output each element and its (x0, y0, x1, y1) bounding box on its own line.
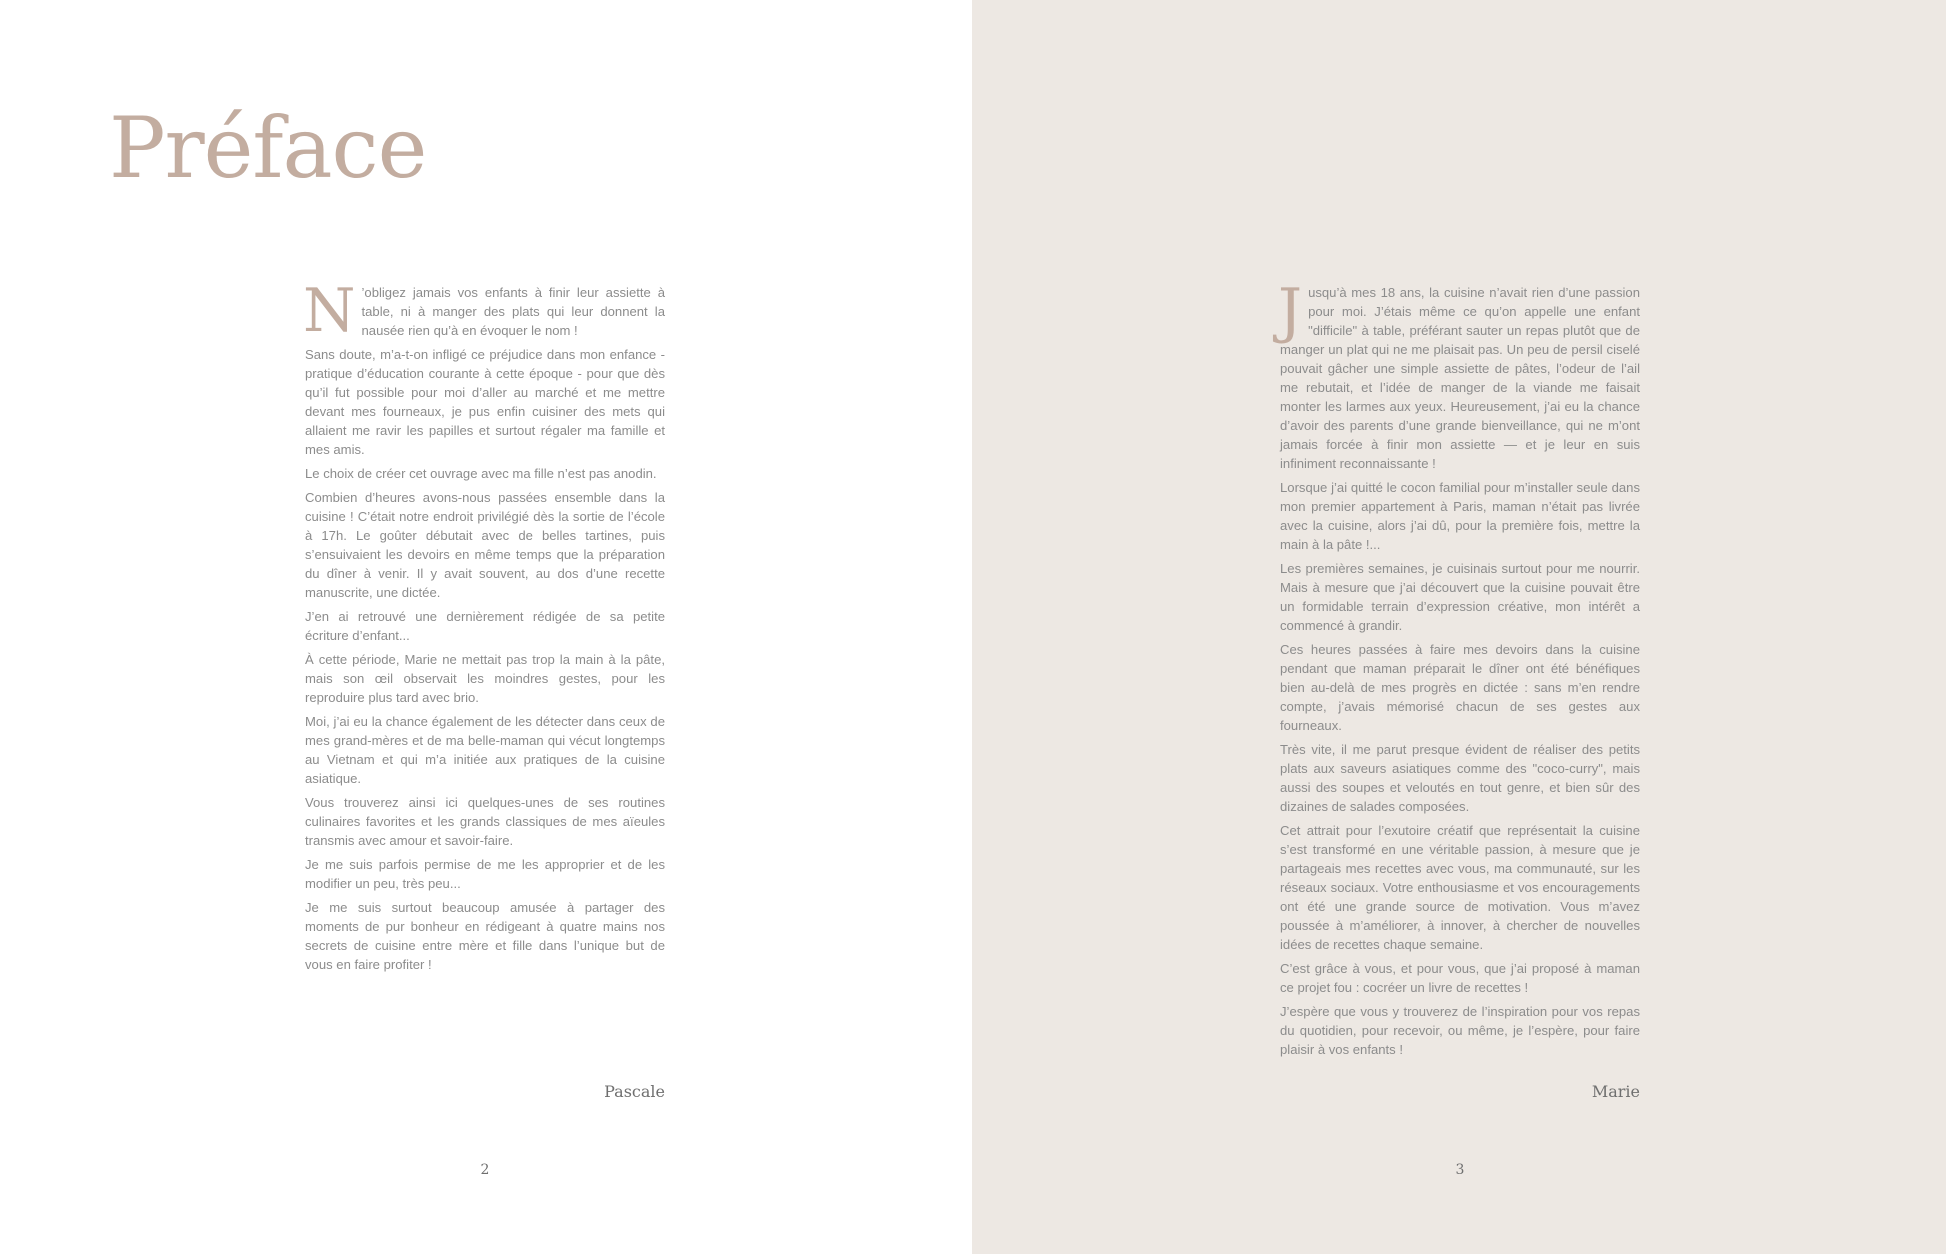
left-page (0, 0, 972, 1254)
left-paragraph: Sans doute, m’a-t-on infligé ce préjudice dans mon enfance - pratique d’éducation courante à cette époque - pour que dès qu’il fut possible pour moi d’aller au marché et me mettre devant mes fourneaux, je pus enfin cuisiner des mets qui allaient me ravir les papilles et surtout régaler ma famille et mes amis. (305, 347, 665, 457)
drop-cap: N (303, 276, 356, 346)
left-paragraph: J’en ai retrouvé une dernièrement rédigée de sa petite écriture d’enfant... (305, 609, 665, 643)
right-paragraph: C’est grâce à vous, et pour vous, que j’ai proposé à maman ce projet fou : cocréer un livre de recettes ! (1280, 961, 1640, 995)
left-paragraph: Je me suis parfois permise de me les approprier et de les modifier un peu, très peu... (305, 857, 665, 891)
page-number-right: 3 (1455, 1162, 1465, 1178)
right-paragraph: J’espère que vous y trouverez de l’inspiration pour vos repas du quotidien, pour recevoir, ou même, je l’espère, pour faire plaisir à vos enfants ! (1280, 1004, 1640, 1057)
signature-pascale: Pascale (604, 1082, 665, 1101)
right-paragraph: Les premières semaines, je cuisinais surtout pour me nourrir. Mais à mesure que j’ai découvert que la cuisine pouvait être un formidable terrain d’expression créative, mon intérêt a commencé à grandir. (1280, 561, 1640, 633)
left-paragraph: Je me suis surtout beaucoup amusée à partager des moments de pur bonheur en rédigeant à quatre mains nos secrets de cuisine entre mère et fille dans l’unique but de vous en faire profiter ! (305, 900, 665, 972)
page-number-left: 2 (480, 1162, 490, 1178)
right-text-column (1278, 276, 1640, 1064)
left-paragraph: À cette période, Marie ne mettait pas trop la main à la pâte, mais son œil observait les moindres gestes, pour les reproduire plus tard avec brio. (305, 652, 665, 705)
right-paragraph-text: usqu’à mes 18 ans, la cuisine n’avait rien d’une passion pour moi. J’étais même ce qu’on appelle une enfant "difficile" à table, préférant sauter un repas plutôt que de manger un plat qui ne me plaisait pas. Un peu de persil ciselé pouvait gâcher une simple assiette de pâtes, l’odeur de l’ail me rebutait, et l’idée de manger de la viande me faisait monter les larmes aux yeux. Heureusement, j’ai eu la chance d’avoir des parents d’une grande bienveillance, qui ne m’ont jamais forcée à finir mon assiette — et je leur en suis infiniment reconnaissante ! (1280, 285, 1640, 471)
left-paragraph (303, 276, 665, 346)
left-paragraph: Vous trouverez ainsi ici quelques-unes de ses routines culinaires favorites et les grands classiques de mes aïeules transmis avec amour et savoir-faire. (305, 795, 665, 848)
left-text-column (303, 276, 665, 979)
signature-marie: Marie (1591, 1082, 1640, 1101)
left-paragraph: Moi, j’ai eu la chance également de les détecter dans ceux de mes grand-mères et de ma belle-maman qui vécut longtemps au Vietnam et qui m’a initiée aux pratiques de la cuisine asiatique. (305, 714, 665, 786)
right-paragraph: Lorsque j’ai quitté le cocon familial pour m’installer seule dans mon premier appartement à Paris, maman n’était pas livrée avec la cuisine, alors j’ai dû, pour la première fois, mettre la main à la pâte !... (1280, 480, 1640, 552)
drop-cap: J (1278, 276, 1303, 346)
left-paragraph-text: ’obligez jamais vos enfants à finir leur assiette à table, ni à manger des plats qui leur donnent la nausée rien qu’à en évoquer le nom ! (361, 285, 665, 338)
right-paragraph (1278, 276, 1640, 473)
page-title: Préface (109, 99, 427, 197)
left-paragraph: Combien d’heures avons-nous passées ensemble dans la cuisine ! C’était notre endroit privilégié dès la sortie de l’école à 17h. Le goûter débutait avec de belles tartines, puis s’ensuivaient les devoirs en même temps que la préparation du dîner à venir. Il y avait souvent, au dos d’une recette manuscrite, une dictée. (305, 490, 665, 600)
right-paragraph: Très vite, il me parut presque évident de réaliser des petits plats aux saveurs asiatiques comme des "coco-curry", mais aussi des soupes et veloutés en tout genre, et bien sûr des dizaines de salades composées. (1280, 742, 1640, 814)
right-paragraph: Cet attrait pour l’exutoire créatif que représentait la cuisine s’est transformé en une véritable passion, à mesure que je partageais mes recettes avec vous, ma communauté, sur les réseaux sociaux. Votre enthousiasme et vos encouragements ont été une grande source de motivation. Vous m’avez poussée à m’améliorer, à innover, à chercher de nouvelles idées de recettes chaque semaine. (1280, 823, 1640, 952)
left-paragraph: Le choix de créer cet ouvrage avec ma fille n’est pas anodin. (305, 466, 657, 481)
right-paragraph: Ces heures passées à faire mes devoirs dans la cuisine pendant que maman préparait le dîner ont été bénéfiques bien au-delà de mes progrès en dictée : sans m’en rendre compte, j’avais mémorisé chacun de ses gestes aux fourneaux. (1280, 642, 1640, 733)
